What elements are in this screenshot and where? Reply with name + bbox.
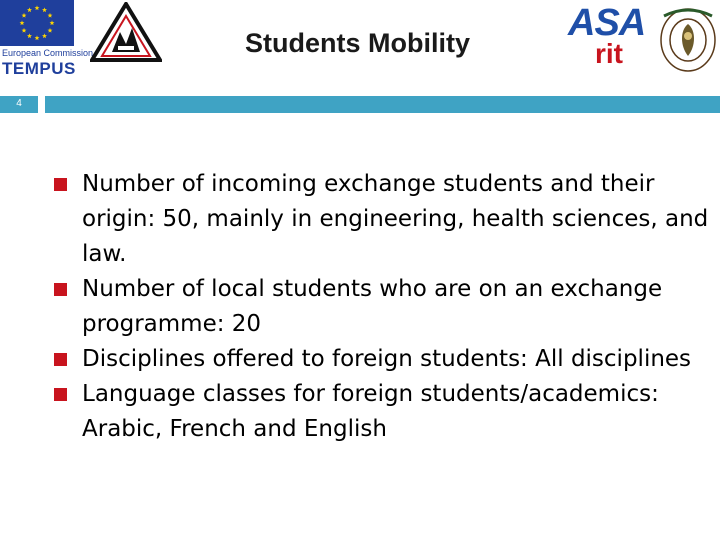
square-bullet-icon [54,283,67,296]
square-bullet-icon [54,353,67,366]
bullet-text: Disciplines offered to foreign students: All disciplines [82,346,692,372]
eu-star-icon [48,13,53,18]
university-seal-icon [658,2,718,74]
eu-star-icon [42,7,47,12]
eu-star-icon [20,20,25,25]
eu-star-icon [48,28,53,33]
eu-star-icon [35,5,40,10]
bullet-list [54,167,709,447]
eu-star-icon [22,28,27,33]
asa-logo-text: ASA [568,2,646,44]
slide-number: 4 [16,98,22,109]
square-bullet-icon [54,388,67,401]
bullet-item [54,377,709,447]
bullet-item [54,272,709,342]
eu-star-icon [27,33,32,38]
university-emblem-icon [90,2,162,64]
bullet-text: Number of local students who are on an exchange programme: 20 [82,276,663,337]
bullet-text: Number of incoming exchange students and their origin: 50, mainly in engineering, health sciences, and law. [82,171,709,267]
bullet-text: Language classes for foreign students/academics: Arabic, French and English [82,381,659,442]
tempus-label: TEMPUS [2,59,76,78]
slide-title: Students Mobility [245,28,470,58]
eu-star-icon [50,20,55,25]
eu-flag-icon [0,0,74,46]
eu-star-icon [27,7,32,12]
eu-star-icon [22,13,27,18]
rit-logo-text: rit [595,38,623,69]
asa-rit-logo [565,0,646,76]
eu-star-icon [42,33,47,38]
square-bullet-icon [54,178,67,191]
eu-tempus-logo [0,0,94,82]
bullet-item [54,167,709,272]
bullet-item [54,342,709,377]
eu-star-icon [35,35,40,40]
header-divider-bar [45,96,720,113]
eu-caption: European Commission [2,48,94,58]
